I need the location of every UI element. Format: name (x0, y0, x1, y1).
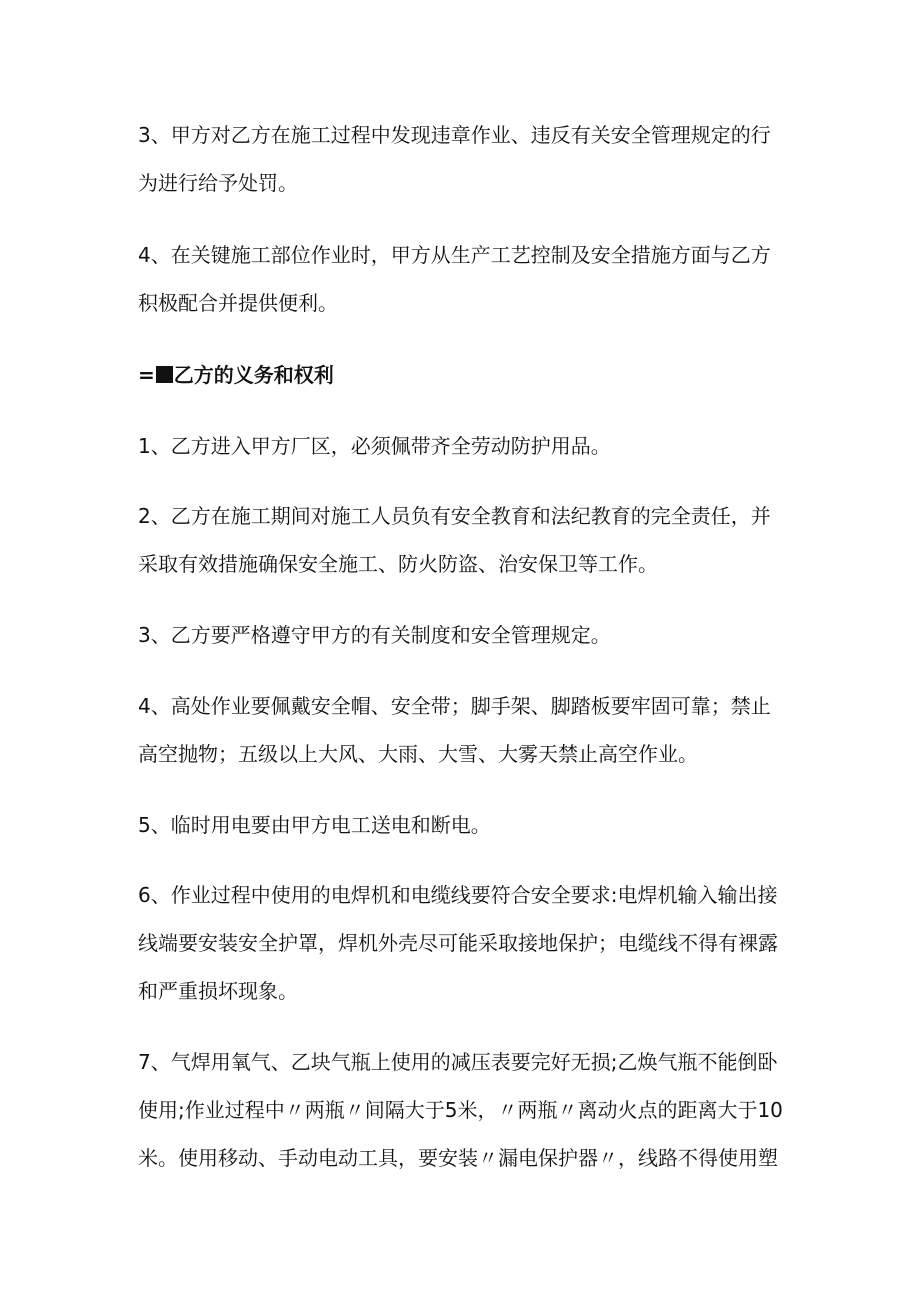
heading-prefix: = (138, 363, 155, 387)
paragraph-b5: 5、临时用电要由甲方电工送电和断电。 (138, 813, 491, 837)
paragraph-b3: 3、乙方要严格遵守甲方的有关制度和安全管理规定。 (138, 623, 611, 647)
paragraph-a3: 3、甲方对乙方在施工过程中发现违章作业、违反有关安全管理规定的行为进行给予处罚。 (138, 123, 771, 195)
paragraph-b2: 2、乙方在施工期间对施工人员负有安全教育和法纪教育的完全责任，并采取有效措施确保安全施工、防火防盗、治安保卫等工作。 (138, 504, 771, 576)
paragraph-a4: 4、在关键施工部位作业时，甲方从生产工艺控制及安全措施方面与乙方积极配合并提供便利。 (138, 243, 771, 315)
section-heading (138, 351, 788, 399)
paragraph-b4: 4、高处作业要佩戴安全帽、安全带；脚手架、脚踏板要牢固可靠；禁止高空抛物；五级以上大风、大雨、大雪、大雾天禁止高空作业。 (138, 694, 771, 766)
square-bullet-icon (156, 366, 173, 383)
paragraph-b1: 1、乙方进入甲方厂区，必须佩带齐全劳动防护用品。 (138, 434, 611, 458)
paragraph-b6: 6、作业过程中使用的电焊机和电缆线要符合安全要求:电焊机输入输出接线端要安装安全护罩，焊机外壳尽可能采取接地保护；电缆线不得有裸露和严重损坏现象。 (138, 883, 778, 1003)
heading-text: 乙方的义务和权利 (173, 363, 334, 387)
paragraph-b7: 7、气焊用氧气、乙块气瓶上使用的减压表要完好无损;乙焕气瓶不能倒卧使用;作业过程中〃两瓶〃间隔大于5米，〃两瓶〃离动火点的距离大于10米。使用移动、手动电动工具，要安装〃漏电保护器〃，线路不得使用塑 (138, 1050, 783, 1170)
